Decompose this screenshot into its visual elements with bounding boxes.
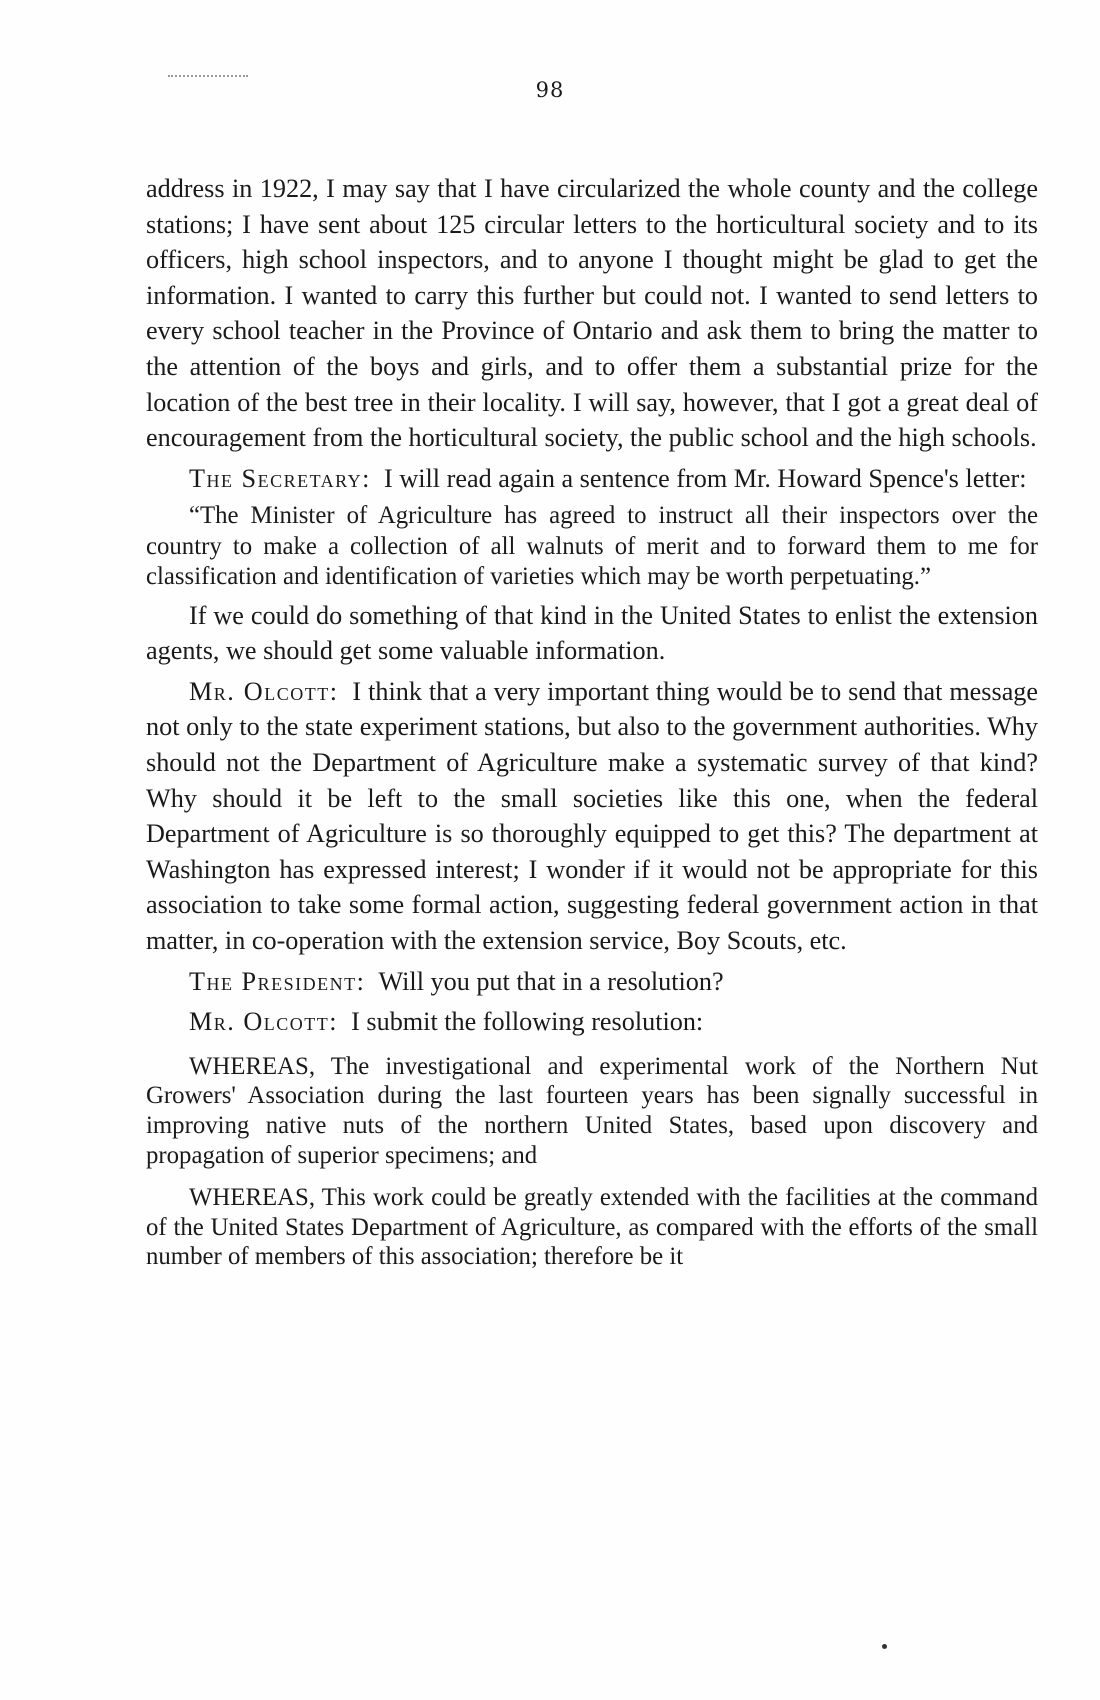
speaker-olcott-2: Mr. Olcott: <box>189 1007 339 1037</box>
paragraph-secretary-followup: If we could do something of that kind in the United States to enlist the extension agents, we should get some valuable information. <box>146 600 1038 666</box>
olcott-text-1: I think that a very important thing would be to send that message not only to the state experiment stations, but also to the government authorities. Why should not the Department of Agriculture make a systematic survey of that kind? Why should it be left to the small societies like this one, when the federal Department of Agriculture is so thoroughly equipped to get this? The department at Washington has expressed interest; I wonder if it would not be appropriate for this association to take some formal action, suggesting federal government action in that matter, in co-operation with the extension service, Boy Scouts, etc. <box>146 676 1039 955</box>
secretary-text: I will read again a sentence from Mr. Howard Spence's letter: <box>384 463 1027 493</box>
speaker-olcott: Mr. Olcott: <box>189 676 339 706</box>
scan-speck <box>882 1644 887 1649</box>
resolution-whereas-1: WHEREAS, The investigational and experimental work of the Northern Nut Growers' Association during the last fourteen years has been signally successful in improving native nuts of the northern United States, based upon discovery and propagation of superior specimens; and <box>146 1052 1038 1170</box>
speaker-secretary: The Secretary: <box>189 463 371 493</box>
paragraph-president <box>146 964 1038 1000</box>
paragraph-olcott-2 <box>146 1004 1038 1040</box>
quoted-letter: “The Minister of Agriculture has agreed to instruct all their inspectors over the country to make a collection of all walnuts of merit and to forward them to me for classification and identification of varieties which may be worth perpetuating.” <box>146 502 1038 591</box>
president-text: Will you put that in a resolution? <box>378 966 724 996</box>
paragraph-secretary <box>146 461 1038 497</box>
speaker-president: The President: <box>189 966 366 996</box>
page-number: 98 <box>535 78 565 102</box>
olcott-text-2: I submit the following resolution: <box>351 1007 704 1037</box>
paragraph-olcott-1 <box>146 674 1038 959</box>
body-text <box>146 171 1038 1272</box>
resolution-whereas-2: WHEREAS, This work could be greatly extended with the facilities at the command of the United States Department of Agriculture, as compared with the efforts of the small number of members of this association; therefore be it <box>146 1183 1038 1271</box>
paragraph-address: address in 1922, I may say that I have circularized the whole county and the college stations; I have sent about 125 circular letters to the horticultural society and to its officers, high school inspectors, and to anyone I thought might be glad to get the information. I wanted to carry this further but could not. I wanted to send letters to every school teacher in the Province of Ontario and ask them to bring the matter to the attention of the boys and girls, and to offer them a substantial prize for the location of the best tree in their locality. I will say, however, that I got a great deal of encouragement from the horticultural society, the public school and the high schools. <box>146 174 1038 453</box>
